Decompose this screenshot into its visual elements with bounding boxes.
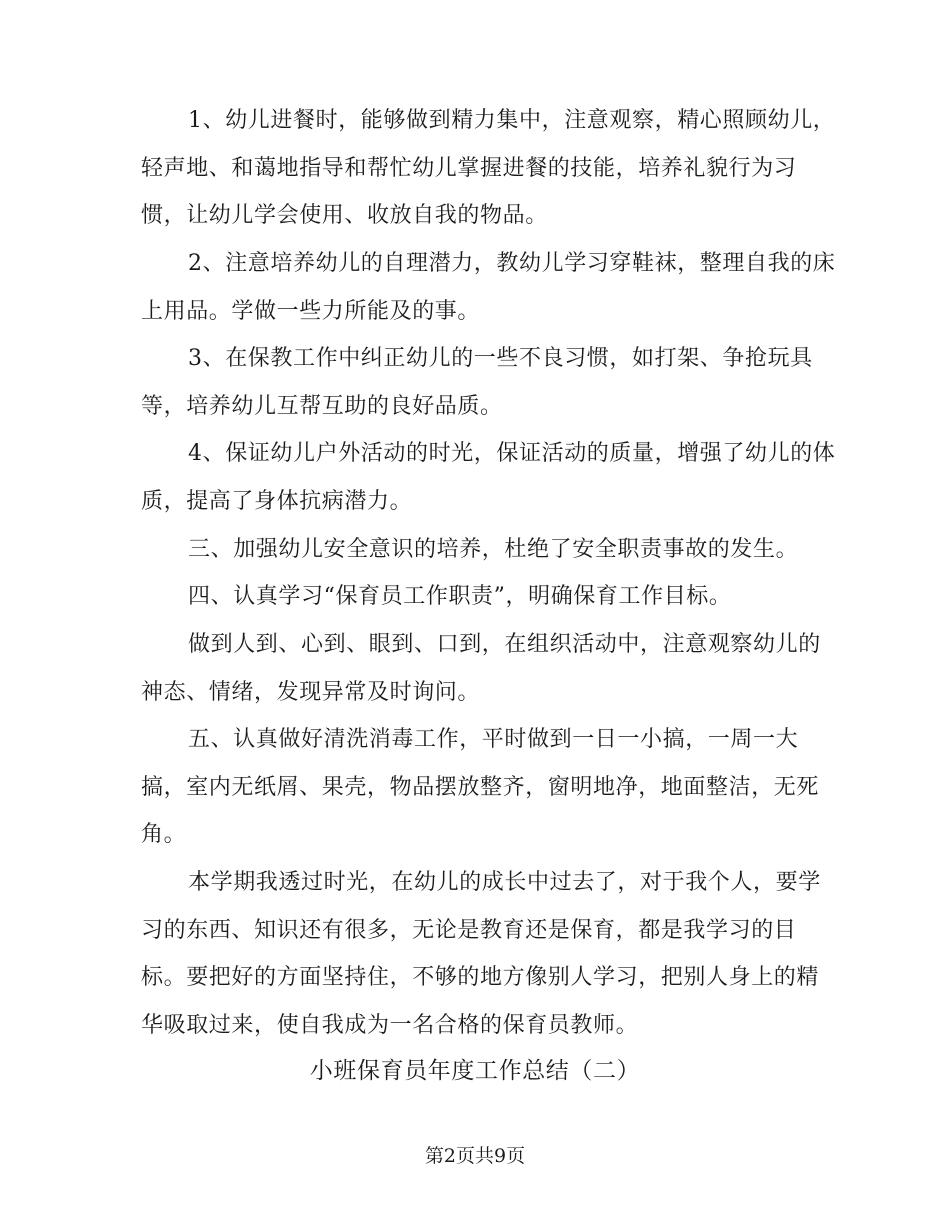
paragraph-line: 四、认真学习“保育员工作职责”，明确保育工作目标。 bbox=[188, 584, 732, 609]
paragraph-line: 五、认真做好清洗消毒工作，平时做到一日一小搞，一周一大 bbox=[188, 727, 799, 752]
paragraph-line: 搞，室内无纸屑、果壳，物品摆放整齐，窗明地净，地面整洁，无死 bbox=[141, 775, 820, 800]
paragraph-line: 上用品。学做一些力所能及的事。 bbox=[141, 299, 481, 324]
paragraph-line: 习的东西、知识还有很多，无论是教育还是保育，都是我学习的目 bbox=[141, 918, 797, 943]
page-footer: 第2页共9页 bbox=[424, 1145, 526, 1167]
paragraph-line: 3、在保教工作中纠正幼儿的一些不良习惯，如打架、争抢玩具 bbox=[188, 346, 813, 371]
paragraph-line: 质，提高了身体抗病潜力。 bbox=[141, 489, 413, 514]
paragraph-line: 1、幼儿进餐时，能够做到精力集中，注意观察，精心照顾幼儿， bbox=[188, 108, 836, 133]
paragraph-line: 惯，让幼儿学会使用、收放自我的物品。 bbox=[141, 203, 548, 228]
paragraph-line: 华吸取过来，使自我成为一名合格的保育员教师。 bbox=[141, 1013, 639, 1038]
paragraph-line: 本学期我透过时光，在幼儿的成长中过去了，对于我个人，要学 bbox=[188, 870, 821, 895]
paragraph-line: 4、保证幼儿户外活动的时光，保证活动的质量，增强了幼儿的体 bbox=[188, 441, 836, 466]
paragraph-line: 2、注意培养幼儿的自理潜力，教幼儿学习穿鞋袜，整理自我的床 bbox=[188, 251, 836, 276]
paragraph-line: 神态、情绪，发现异常及时询问。 bbox=[141, 680, 481, 705]
paragraph-line: 做到人到、心到、眼到、口到，在组织活动中，注意观察幼儿的 bbox=[188, 632, 821, 657]
paragraph-line: 等，培养幼儿互帮互助的良好品质。 bbox=[141, 394, 503, 419]
paragraph-line: 轻声地、和蔼地指导和帮忙幼儿掌握进餐的技能，培养礼貌行为习 bbox=[141, 156, 797, 181]
paragraph-line: 标。要把好的方面坚持住，不够的地方像别人学习，把别人身上的精 bbox=[141, 965, 820, 990]
paragraph-line: 三、加强幼儿安全意识的培养，杜绝了安全职责事故的发生。 bbox=[188, 537, 799, 562]
section-title: 小班保育员年度工作总结（二） bbox=[309, 1058, 641, 1084]
paragraph-line: 角。 bbox=[141, 822, 187, 847]
